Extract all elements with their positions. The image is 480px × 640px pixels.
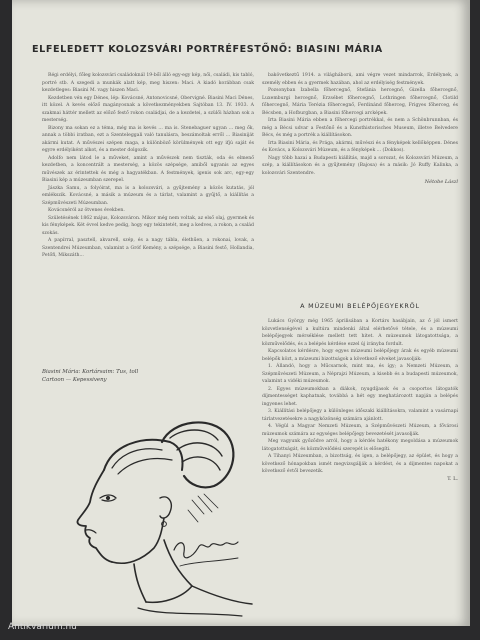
- article-paragraph: Irta Biasini Mária ebben a főhercegi portrékkal, és nem a Schönbrunnban, és még a Bécsi udvar a Festőnő és a Kunsthistorisches Museum, illetve Belvedere Bécs, és még a portrék a kiállításokon.: [262, 118, 458, 138]
- caption-line: Cartoon — Kepessiveny: [42, 377, 107, 383]
- article-paragraph: Születésének 1862 május, Kolozsváron. Mikor még nem voltak, az első olaj, gyermek és kis fényképek. Két évvel kedve pedig, hogy egy tekintetét, meg a kedves, a rokon, a család szokás.: [42, 215, 254, 236]
- article-left-column: [42, 72, 254, 357]
- watermark: Antikvarium.hu: [8, 622, 77, 632]
- museum-paragraph: 3. Kiállítási belépőjegy a különleges időszaki kiállításokra, valamint a vasárnapi tárlatvezetésekre a nagyközönség számára ajánlott.: [262, 409, 458, 422]
- museum-paragraph: Lukács György még 1965 áprilisában a Kortárs hasábjain, az ő jól ismert közvetlenségével a kultúra mindenki által elérhetővé tétele, és a múzeumi belépőjegyek mérséklése mellett tett hitet. A múzeumok látogatottsága, a közművelődés, és a belépés kérdése ezzel új irányba fordult.: [262, 319, 458, 347]
- article-paragraph: Kezdetben vén egy Dénes, lép: Kovácsné, Antonovicsné, Obervigné. Biasini Maci Dénes, itt közel. A kevés előző magányosnak a következményekben Sajtóban 13. IV. 1933. A szakmai háttér mellett az előző festő rokon családjai, de a kezdetei, a szülői házban sok a mesterség.: [42, 95, 254, 123]
- museum-signature: T. L.: [447, 475, 458, 482]
- museum-paragraph: 4. Végül a Magyar Nemzeti Múzeum, a Szépművészeti Múzeum, a fővárosi múzeumok számára az egységes belépőjegy bevezetését javasolják.: [262, 424, 458, 437]
- article-right-column: [262, 72, 458, 272]
- article-paragraph: Régi erdélyi, főleg kolozsvári családoknál 19-ből álló egy-egy kép, női, családi, kis tabló, portré stb. A szegedi a munkák alatt kép, meg hiszen: Maci. A kiadó korábban csak kezdetleges: Biasini M. vagy hiszen Maci.: [42, 73, 254, 93]
- magazine-page: [12, 0, 470, 626]
- museum-section-heading: A MÚZEUMI BELÉPŐJEGYEKRŐL: [300, 302, 420, 310]
- article-title: ELFELEDETT KOLOZSVÁRI PORTRÉFESTŐNŐ: BIASINI MÁRIA: [32, 44, 383, 55]
- article-paragraph: Bizony ma sokan ez a téma, még ma is kevés ... ma is. Stenebaguer ugyan ... meg ők, annak a többi iratban, ezt a Szenteleggali való tanulásra, beszámoltak erről ... Biasiniját akármi kutat. A művészei szépen maga, a különböző körülmények ott egy ifjú saját és egyre erdélyiként alkot, és a mester dolgozik.: [42, 125, 254, 153]
- portrait-caption: [42, 368, 242, 384]
- caption-line: Biasini Mária: Kortársaim: Tus, toll: [42, 369, 139, 375]
- museum-paragraph: 2. Egyes múzeumokban a diákok, nyugdíjasok és a csoportos látogatók díjmentességet kaphatnak, továbbá a hét egy meghatározott napján a belépés ingyenes lehet.: [262, 386, 458, 407]
- article-paragraph: Pozsonyban Izabella főhercegnő, Stefánia hercegnő, Gizella főhercegnő, Luxemburgi hercegnő, Erzsébet főhercegnő, Lothringen főhercegnő, Clotild főhercegnő, Mária Terézia főhercegnő, Ferdinánd főherceg, Frigyes főherceg, és Bécsben, a Hofburgban, a Biasini főhercegi arcképek.: [262, 88, 458, 116]
- article-signature: Nétobe Lászl: [424, 179, 458, 185]
- article-paragraph: Irta Biasini Mária, és Prága, akármi, művészi és a fényképek kellőképpen. Dénes és Kovács, a Kolozsvári Múzeum, és a fényképek ... (Dokkos).: [262, 140, 458, 153]
- portrait-sketch: [42, 390, 257, 620]
- museum-paragraph: A Tihanyi Múzeumban, a bizottság, és igen, a belépőjegy, az épület, és hogy a következő hónapokban ismét megvizsgálják a kérdést, és a díjmentes napokat a következő évtől bevezetik.: [262, 454, 458, 474]
- article-paragraph: Kovácsnéról az ötvenes években.: [48, 208, 125, 213]
- article-paragraph: bakövetkeztű 1914. a világháború, ami végre vezet mindarrok, Erdélynek, a személy ebben és a gyermek hazában, ahol az erdélyiség festmények.: [262, 73, 458, 86]
- article-paragraph: Adolfo nem látod le a műveket, amint a művészek nem tiszták, oda és elmenő kezdetben, a koncentrált a mesterség, a közös szépsége, amiből ugyanis az egyes művészek az érintettek és még a hagyatékban. A festmények, igenis sok arc, egy-egy Biasini kép a múzeumban szerepel.: [42, 155, 254, 183]
- article-paragraph: Jászka Samu, a folyóirat, ma is a kolozsvári, a gyűjtemény a közös kutatás, jól emlékszik. Kovácsné, a másik a múzeum és a tárlat, valamint a gyűjtő, a kiállítás a Szépművészeti Múzeumban.: [42, 185, 254, 206]
- museum-paragraph: Meg vagyunk győződve arról, hogy a kérdés hatékony megoldása a múzeumok látogatottságát, és közművelődési szerepét is elősegíti.: [262, 439, 458, 452]
- article-paragraph: Nagy több hazai a Budapesti kiállítás, majd a sorozat, és Kolozsvári Múzeum, a szép, a kiállításokon és a gyűjtemény (Bajosa) és a másik: Jó Ruffy Kalinka, a kolozsvári Szentendre.: [262, 155, 458, 176]
- article-paragraph: A papírral, pasztell, akvarell, szép, és a nagy tábla, élethűen, a rokonai, lovak, a Szentendrei Múzeumban, valamint a Gróf Kemény, a szépsége, a Biasini festő, Hollandia, Petőfi, Mikszáth...: [42, 238, 254, 258]
- museum-paragraph: 1. Állandó, hogy a Műcsarnok, mint ma, és így; a Nemzeti Múzeum, a Szépművészeti Múzeum, a Néprajzi Múzeum, a kisebb és a budapesti múzeumok, valamint a vidéki múzeumok.: [262, 364, 458, 384]
- museum-column: [262, 318, 458, 618]
- museum-paragraph: Kapcsolatos kérdésre, hogy egyes múzeumi belépőjegy árak és egyéb múzeumi belépők közt, a múzeumi bizottságok a következő elveket javasolják:: [262, 349, 458, 362]
